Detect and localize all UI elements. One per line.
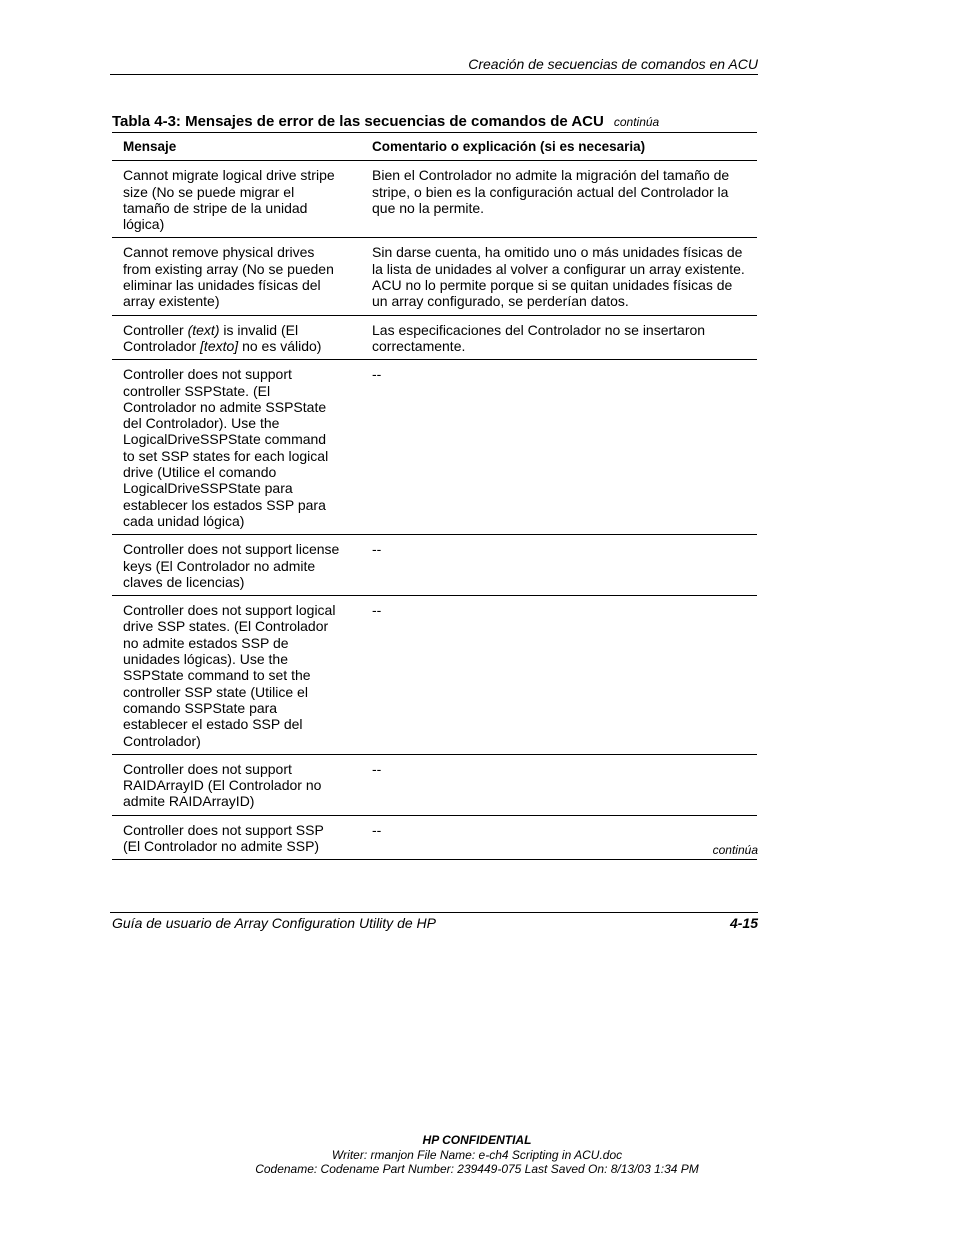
header-rule	[110, 74, 758, 75]
comment-cell: --	[351, 754, 757, 815]
message-text-italic: [texto]	[200, 337, 239, 354]
message-text: is invalid (El Controlador	[123, 321, 299, 354]
column-header-comment: Comentario o explicación (si es necesaria)	[351, 133, 757, 161]
confidential-title: HP CONFIDENTIAL	[422, 1133, 532, 1147]
footer-rule	[110, 912, 758, 913]
table-caption	[112, 113, 659, 130]
message-cell: Controller does not support license keys (El Controlador no admite claves de licencias)	[112, 535, 351, 596]
comment-cell: Sin darse cuenta, ha omitido uno o más unidades físicas de la lista de unidades al volver a configurar un array existente. ACU no lo permite porque si se quitan unidades físicas de un array configurado, se perderían datos.	[351, 238, 757, 315]
table-row	[112, 535, 757, 596]
table-caption-title: Tabla 4-3: Mensajes de error de las secuencias de comandos de ACU	[112, 113, 604, 130]
page-number: 4-15	[729, 915, 758, 931]
message-cell	[112, 315, 351, 360]
confidential-block	[0, 1133, 954, 1177]
confidential-codename-line: Codename: Codename Part Number: 239449-075 Last Saved On: 8/13/03 1:34 PM	[255, 1162, 699, 1176]
comment-cell: --	[351, 596, 757, 755]
table-row	[112, 315, 757, 360]
table-row	[112, 754, 757, 815]
message-cell: Controller does not support SSP (El Controlador no admite SSP)	[112, 815, 351, 860]
running-header: Creación de secuencias de comandos en ACU	[468, 56, 758, 72]
table-header-row	[112, 133, 757, 161]
message-cell: Controller does not support controller SSPState. (El Controlador no admite SSPState del Controlador). Use the LogicalDriveSSPState command to set SSP states for each logical drive (Utilice el comando LogicalDriveSSPState para establecer los estados SSP para cada unidad lógica)	[112, 360, 351, 535]
message-text: Controller	[123, 321, 188, 338]
comment-cell: Bien el Controlador no admite la migración del tamaño de stripe, o bien es la configuración actual del Controlador la que no la permite.	[351, 161, 757, 238]
table-row	[112, 238, 757, 315]
table-continues-label: continúa	[712, 843, 758, 857]
table-row	[112, 161, 757, 238]
message-text-italic: (text)	[187, 321, 220, 338]
message-cell: Cannot remove physical drives from existing array (No se pueden eliminar las unidades físicas del array existente)	[112, 238, 351, 315]
message-cell: Cannot migrate logical drive stripe size (No se puede migrar el tamaño de stripe de la unidad lógica)	[112, 161, 351, 238]
error-messages-table	[112, 132, 757, 860]
comment-cell: --	[351, 535, 757, 596]
table-row	[112, 360, 757, 535]
table-row	[112, 596, 757, 755]
message-text: no es válido)	[238, 337, 322, 354]
table-caption-continues: continúa	[613, 115, 660, 129]
confidential-writer-line: Writer: rmanjon File Name: e-ch4 Scripting in ACU.doc	[331, 1147, 623, 1162]
comment-cell: --	[351, 815, 757, 860]
footer-book-title: Guía de usuario de Array Configuration Utility de HP	[112, 915, 436, 931]
comment-cell: --	[351, 360, 757, 535]
comment-cell: Las especificaciones del Controlador no se insertaron correctamente.	[351, 315, 757, 360]
message-cell: Controller does not support RAIDArrayID (El Controlador no admite RAIDArrayID)	[112, 754, 351, 815]
message-cell: Controller does not support logical drive SSP states. (El Controlador no admite estados SSP de unidades lógicas). Use the SSPState command to set the controller SSP state (Utilice el comando SSPState para establecer el estado SSP del Controlador)	[112, 596, 351, 755]
column-header-message: Mensaje	[112, 133, 351, 161]
